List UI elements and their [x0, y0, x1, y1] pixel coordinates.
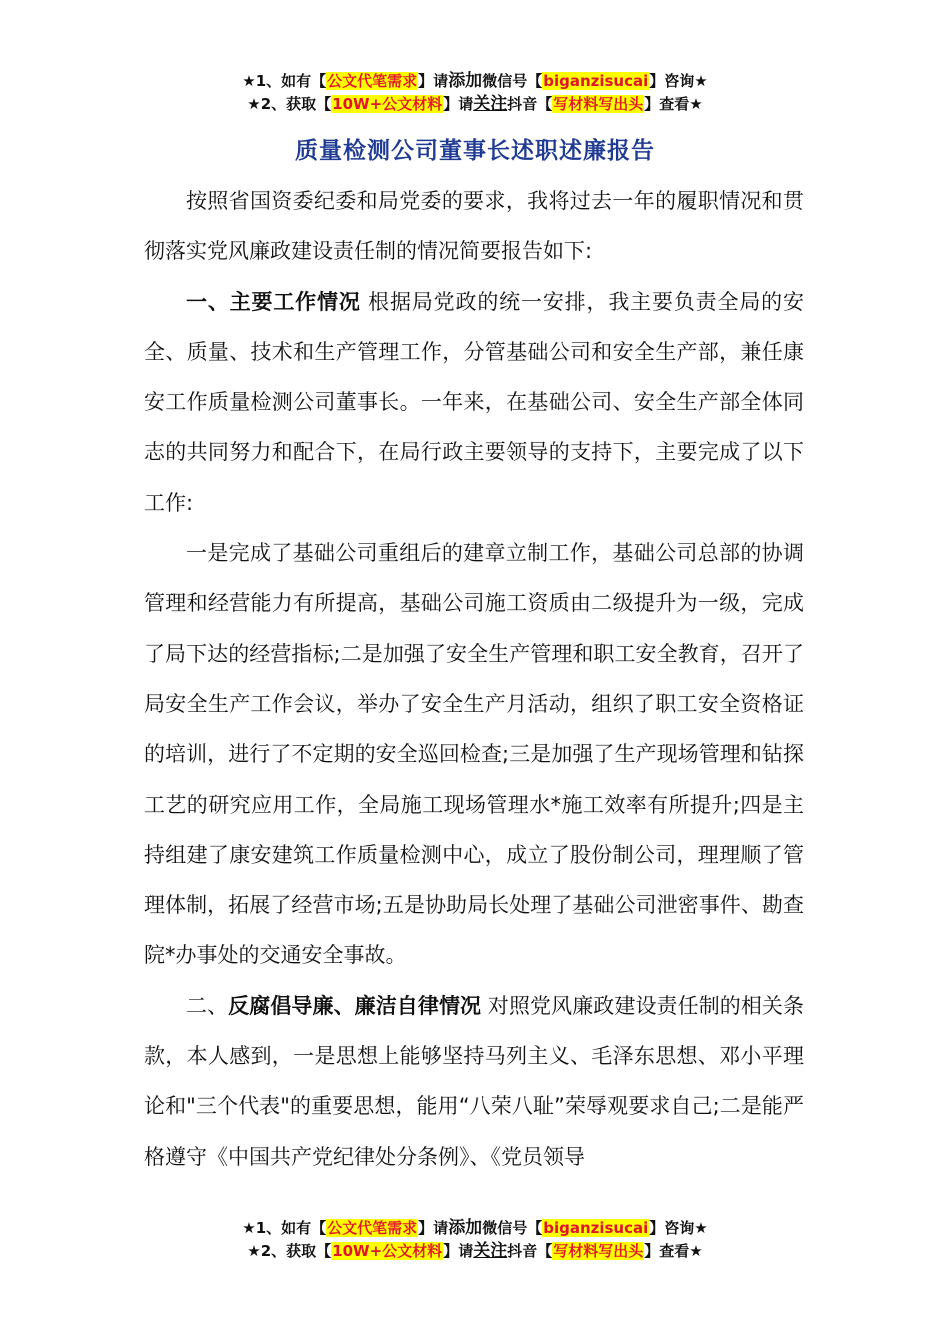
- banner-text: 】咨询★: [649, 1219, 708, 1237]
- banner-emphasis: 添加: [448, 1218, 483, 1238]
- banner-text: 微信号【: [482, 1219, 543, 1237]
- banner-highlight: 10W+公文材料: [332, 95, 443, 113]
- banner-text: 】请: [418, 1219, 449, 1237]
- top-banner: [0, 70, 950, 116]
- banner-text: 】请: [443, 1242, 474, 1260]
- document-title: 质量检测公司董事长述职述廉报告: [295, 138, 655, 164]
- banner-wechat-id: biganzisucai: [543, 1219, 649, 1237]
- section-2-paragraph: [144, 981, 804, 1182]
- banner-text: 微信号【: [482, 72, 543, 90]
- section-1-paragraph: [144, 277, 804, 528]
- banner-emphasis: 关注: [473, 1241, 508, 1261]
- section-1-heading: 一、主要工作情况: [186, 289, 361, 314]
- banner-douyin-id: 写材料写出头: [553, 95, 644, 113]
- banner-text: 抖音【: [507, 1242, 553, 1260]
- section-2-heading: 反腐倡导廉、廉洁自律情况: [228, 993, 482, 1018]
- banner-text: ★2、获取【: [247, 1242, 332, 1260]
- banner-douyin-id: 写材料写出头: [553, 1242, 644, 1260]
- banner-text: ★2、获取【: [247, 95, 332, 113]
- document-body: [144, 176, 804, 1182]
- section-1-text: 根据局党政的统一安排，我主要负责全局的安全、质量、技术和生产管理工作，分管基础公司和安全生产部，兼任康安工作质量检测公司董事长。一年来，在基础公司、安全生产部全体同志的共同努力和配合下，在局行政主要领导的支持下，主要完成了以下工作:: [144, 289, 804, 515]
- banner-wechat-id: biganzisucai: [543, 72, 649, 90]
- banner-text: 】请: [443, 95, 474, 113]
- banner-highlight: 公文代笔需求: [327, 72, 418, 90]
- banner-emphasis: 关注: [473, 94, 508, 114]
- banner-text: 】查看★: [644, 1242, 703, 1260]
- banner-line-1: [0, 70, 950, 93]
- banner-text: 抖音【: [507, 95, 553, 113]
- banner-text: ★1、如有【: [242, 1219, 327, 1237]
- banner-text: 】咨询★: [649, 72, 708, 90]
- banner-line-1: [0, 1217, 950, 1240]
- banner-line-2: [0, 93, 950, 116]
- bottom-banner: [0, 1217, 950, 1263]
- banner-text: 】查看★: [644, 95, 703, 113]
- intro-paragraph: 按照省国资委纪委和局党委的要求，我将过去一年的履职情况和贯彻落实党风廉政建设责任制的情况简要报告如下:: [144, 189, 804, 264]
- banner-emphasis: 添加: [448, 71, 483, 91]
- section-2-prefix: 二、: [186, 993, 229, 1018]
- banner-highlight: 10W+公文材料: [332, 1242, 443, 1260]
- work-items-paragraph: 一是完成了基础公司重组后的建章立制工作，基础公司总部的协调管理和经营能力有所提高，基础公司施工资质由二级提升为一级，完成了局下达的经营指标;二是加强了安全生产管理和职工安全教育，召开了局安全生产工作会议，举办了安全生产月活动，组织了职工安全资格证的培训，进行了不定期的安全巡回检查;三是加强了生产现场管理和钻探工艺的研究应用工作，全局施工现场管理水*施工效率有所提升;四是主持组建了康安建筑工作质量检测中心，成立了股份制公司，理理顺了管理体制，拓展了经营市场;五是协助局长处理了基础公司泄密事件、勘查院*办事处的交通安全事故。: [144, 541, 804, 968]
- banner-highlight: 公文代笔需求: [327, 1219, 418, 1237]
- section-2-text: 对照党风廉政建设责任制的相关条款，本人感到，一是思想上能够坚持马列主义、毛泽东思想、邓小平理论和"三个代表"的重要思想，能用“八荣八耻”荣辱观要求自己;二是能严格遵守《中国共产党纪律处分条例》、《党员领导: [144, 993, 805, 1169]
- banner-text: ★1、如有【: [242, 72, 327, 90]
- banner-text: 】请: [418, 72, 449, 90]
- banner-line-2: [0, 1240, 950, 1263]
